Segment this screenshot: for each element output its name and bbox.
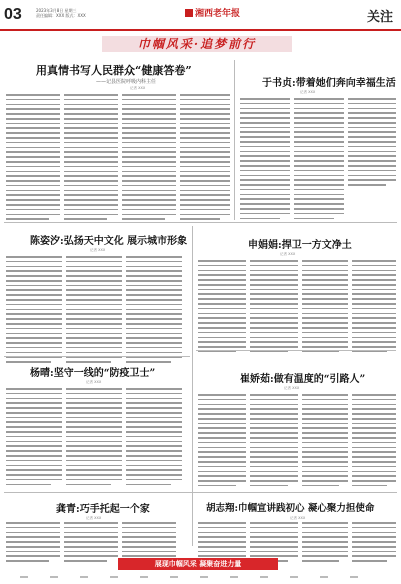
- issue-meta: [36, 8, 96, 18]
- column-divider: [192, 226, 193, 546]
- logo-mark-icon: [185, 9, 193, 17]
- article-body: [66, 256, 122, 366]
- article-byline: 记者 XXX: [300, 90, 316, 94]
- article-byline: 记者 XXX: [284, 386, 300, 390]
- article-body: [198, 260, 246, 356]
- article-body: [302, 522, 348, 565]
- issue-date: 2023年3月8日 星期三: [36, 8, 77, 13]
- article-title: 龚青:巧手托起一个家: [56, 504, 150, 515]
- article-subtitle: ——记县医院呼吸内科主任: [96, 79, 157, 85]
- article-byline: 记者 XXX: [86, 516, 102, 520]
- page-header: [0, 0, 401, 34]
- article-body: [302, 394, 348, 490]
- article-title: 申娟娟:捍卫一方文净土: [248, 240, 352, 251]
- article-body: [352, 260, 396, 356]
- article-body: [6, 256, 62, 366]
- masthead-logo: [185, 6, 240, 19]
- article-body: [250, 260, 298, 356]
- article-body: [126, 256, 182, 366]
- section-divider: [4, 356, 190, 357]
- article-title: 用真情书写人民群众“健康答卷”: [36, 64, 192, 77]
- article-body: [352, 394, 396, 490]
- article-body: [294, 98, 344, 222]
- section-divider: [4, 492, 397, 493]
- article-byline: 记者 XXX: [290, 516, 306, 520]
- page-number: 03: [4, 6, 22, 23]
- article-title: 胡志翔:巾帼宣讲践初心 凝心聚力担使命: [206, 503, 375, 514]
- article-title: 于书贞:带着她们奔向幸福生活: [262, 78, 396, 89]
- article-body: [66, 388, 122, 488]
- article-title: 杨晴:坚守一线的“防疫卫士”: [30, 368, 156, 379]
- article-body: [6, 522, 60, 565]
- footer-slogan: 展现巾帼风采 凝聚奋进力量: [118, 558, 278, 570]
- article-body: [126, 388, 182, 488]
- footer-decoration: [0, 574, 401, 582]
- article-body: [348, 98, 396, 189]
- article-body: [240, 98, 290, 222]
- section-divider: [196, 350, 396, 351]
- article-body: [6, 388, 62, 488]
- section-name: 关注: [366, 10, 393, 25]
- article-byline: 记者 XXX: [130, 86, 146, 90]
- article-title: 崔娇茹:做有温度的“引路人”: [240, 374, 366, 385]
- issue-editor: 责任编辑：XXX 版式：XXX: [36, 13, 86, 18]
- article-body: [302, 260, 348, 356]
- article-byline: 记者 XXX: [90, 248, 106, 252]
- column-divider: [234, 60, 235, 220]
- article-title: 陈姿汐:弘扬天中文化 展示城市形象: [30, 236, 188, 247]
- article-body: [250, 394, 298, 490]
- article-body: [64, 522, 118, 565]
- article-body: [6, 94, 60, 223]
- header-rule: [0, 29, 401, 31]
- topic-banner: [102, 36, 292, 52]
- masthead-text: 湘西老年报: [195, 9, 241, 19]
- article-byline: 记者 XXX: [86, 380, 102, 384]
- article-body: [122, 94, 176, 223]
- article-body: [180, 94, 230, 223]
- article-body: [198, 394, 246, 490]
- article-body: [64, 94, 118, 223]
- article-byline: 记者 XXX: [280, 252, 296, 256]
- article-body: [352, 522, 396, 565]
- section-divider: [4, 222, 397, 223]
- banner-text: 巾帼风采·追梦前行: [137, 37, 257, 51]
